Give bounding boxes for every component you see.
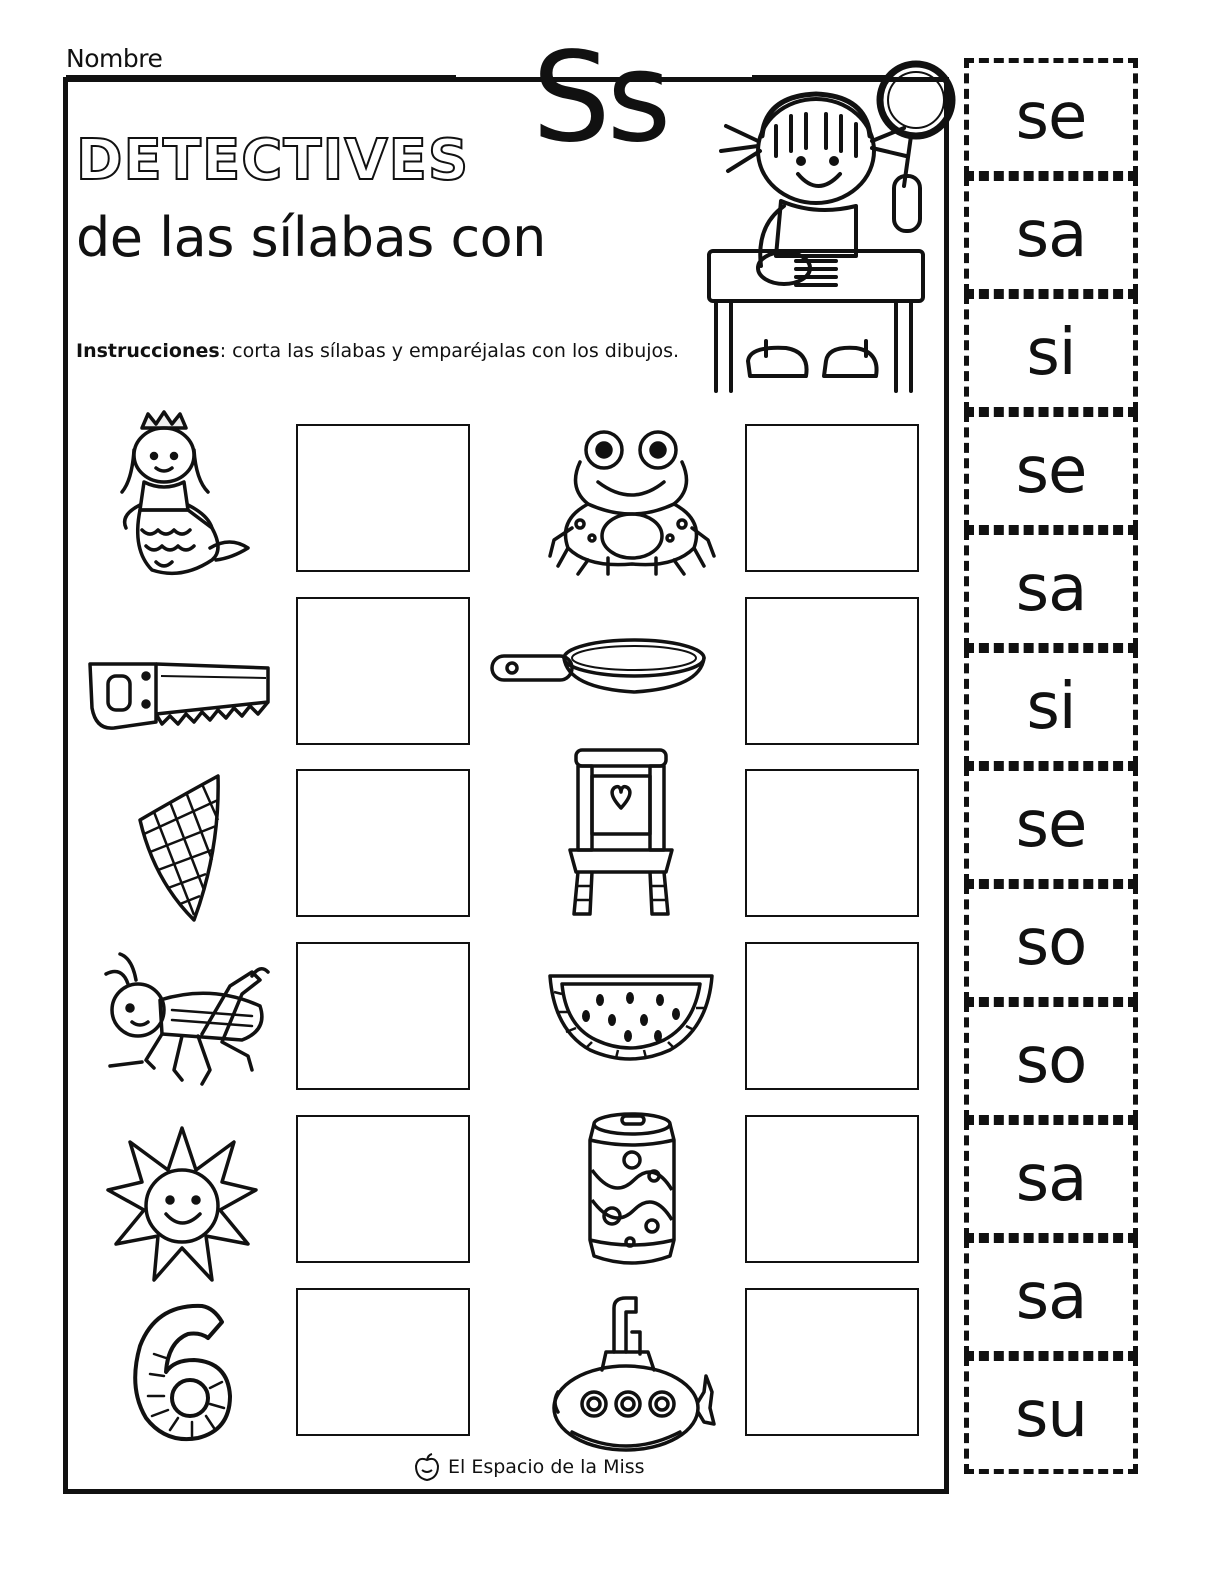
answer-box-frying-pan[interactable] (745, 597, 919, 745)
page-subtitle: de las sílabas con (76, 206, 546, 269)
answer-box-sun[interactable] (296, 1115, 470, 1263)
syllable-card[interactable]: sa (964, 530, 1138, 648)
syllable-card[interactable]: se (964, 58, 1138, 176)
frog-icon (548, 428, 716, 578)
footer (412, 1452, 645, 1482)
answer-box-six[interactable] (296, 1288, 470, 1436)
syllable-card[interactable]: sa (964, 1120, 1138, 1238)
answer-box-mermaid[interactable] (296, 424, 470, 572)
syllable-card[interactable]: sa (964, 176, 1138, 294)
name-label: Nombre (66, 44, 163, 73)
answer-box-watermelon[interactable] (745, 942, 919, 1090)
detective-girl-icon (706, 56, 962, 396)
frying-pan-icon (490, 632, 708, 698)
syllable-card[interactable]: se (964, 412, 1138, 530)
answer-box-grasshopper[interactable] (296, 942, 470, 1090)
net-icon (134, 770, 224, 924)
grasshopper-icon (102, 950, 278, 1092)
instructions-label: Instrucciones (76, 340, 220, 362)
syllable-card[interactable]: se (964, 766, 1138, 884)
apple-logo-icon (412, 1452, 442, 1482)
mermaid-icon (112, 410, 252, 582)
answer-box-frog[interactable] (745, 424, 919, 572)
watermelon-icon (546, 968, 716, 1064)
syllable-card[interactable]: si (964, 648, 1138, 766)
syllable-card[interactable]: so (964, 1002, 1138, 1120)
instructions-text: : corta las sílabas y emparéjalas con los dibujos. (219, 340, 680, 362)
submarine-icon (548, 1292, 718, 1456)
answer-box-submarine[interactable] (745, 1288, 919, 1436)
instructions (76, 340, 679, 362)
footer-brand: El Espacio de la Miss (448, 1456, 645, 1478)
syllable-card[interactable]: su (964, 1356, 1138, 1474)
syllable-card[interactable]: si (964, 294, 1138, 412)
chair-icon (568, 746, 674, 920)
answer-box-chair[interactable] (745, 769, 919, 917)
saw-icon (86, 658, 272, 736)
answer-box-saw[interactable] (296, 597, 470, 745)
syllable-strip (964, 58, 1138, 1482)
soda-can-icon (584, 1110, 680, 1270)
syllable-card[interactable]: so (964, 884, 1138, 1002)
sun-icon (104, 1124, 260, 1286)
syllable-card[interactable]: sa (964, 1238, 1138, 1356)
answer-box-soda-can[interactable] (745, 1115, 919, 1263)
featured-letter: Ss (532, 26, 668, 170)
number-six-icon (126, 1298, 236, 1446)
page-title: DETECTIVES (76, 128, 470, 193)
answer-box-net[interactable] (296, 769, 470, 917)
